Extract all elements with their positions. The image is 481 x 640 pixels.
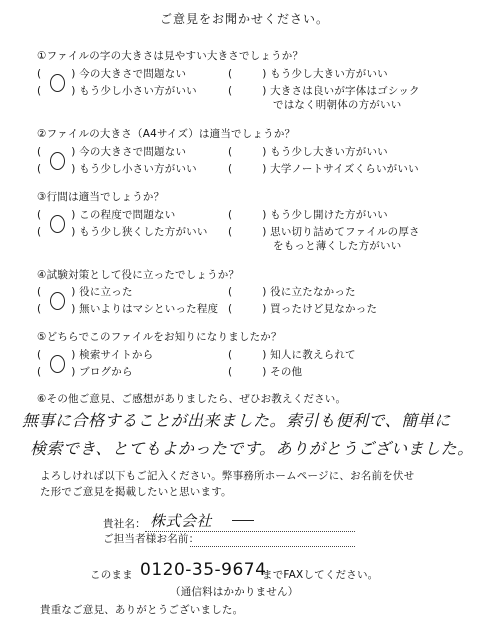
page-title: ご意見をお聞かせください。 — [160, 12, 330, 26]
q1-option-4-continued: ではなく明朝体の方がいい — [273, 99, 402, 111]
handwritten-comment-line-1: 無事に合格することが出来ました。索引も便利で、簡単に — [22, 411, 451, 430]
fee-note: （通信料はかかりません） — [170, 586, 299, 598]
q5-option-1[interactable]: ( ) 検索サイトから — [37, 349, 153, 362]
contact-name-field-line[interactable] — [190, 546, 355, 547]
company-field-line[interactable] — [145, 531, 355, 532]
optional-note-line-1: よろしければ以下もご記入ください。弊事務所ホームページに、お名前を伏せ — [40, 470, 415, 482]
question-4: ④試験対策として役に立ったでしょうか？ — [37, 269, 240, 281]
fax-suffix: までFAXしてください。 — [262, 569, 379, 581]
company-label: 貴社名： — [103, 518, 146, 530]
question-5: ⑤どちらでこのファイルをお知りになりましたか？ — [37, 331, 282, 343]
q5-option-3[interactable]: ( ) ブログから — [37, 366, 133, 378]
q2-option-1[interactable]: ( ) 今の大きさで問題ない — [37, 146, 186, 159]
q3-option-4-continued: をもっと薄くした方がいい — [273, 240, 402, 252]
q4-option-1[interactable]: ( ) 役に立った — [37, 286, 133, 299]
q1-option-3[interactable]: ( ) もう少し小さい方がいい — [37, 85, 197, 97]
handwritten-comment-line-2: 検索でき、とてもよかったです。ありがとうございました。 — [30, 439, 474, 458]
q3-option-1[interactable]: ( ) この程度で問題ない — [37, 209, 175, 222]
q4-option-2[interactable]: ( ) 役に立たなかった — [228, 286, 356, 298]
optional-note-line-2: た形でご意見を掲載したいと思います。 — [40, 486, 232, 498]
q3-option-2[interactable]: ( ) もう少し開けた方がいい — [228, 209, 388, 221]
contact-label: ご担当者様お名前： — [103, 533, 200, 545]
fax-prefix: このまま — [90, 569, 133, 581]
q1-option-2[interactable]: ( ) もう少し大きい方がいい — [228, 68, 388, 80]
q4-option-4[interactable]: ( ) 買ったけど見なかった — [228, 303, 378, 315]
company-value: 株式会社 — [150, 512, 213, 530]
q2-option-3[interactable]: ( ) もう少し小さい方がいい — [37, 163, 197, 175]
thanks-message: 貴重なご意見、ありがとうございました。 — [40, 604, 244, 616]
question-2: ②ファイルの大きさ（A4サイズ）は適当でしょうか？ — [37, 128, 296, 140]
q3-option-3[interactable]: ( ) もう少し狭くした方がいい — [37, 226, 208, 238]
q5-option-2[interactable]: ( ) 知人に教えられて — [228, 349, 356, 361]
q4-option-3[interactable]: ( ) 無いよりはマシといった程度 — [37, 303, 219, 315]
q5-option-4[interactable]: ( ) その他 — [228, 366, 303, 378]
handwritten-dash — [232, 520, 254, 521]
fax-number: 0120-35-9674 — [140, 560, 267, 580]
question-3: ③行間は適当でしょうか？ — [37, 191, 165, 203]
q1-option-1[interactable]: ( ) 今の大きさで問題ない — [37, 68, 186, 81]
question-6: ⑥その他ご意見、ご感想がありましたら、ぜひお教えください。 — [37, 393, 347, 405]
q3-option-4[interactable]: ( ) 思い切り詰めてファイルの厚さ — [228, 226, 420, 238]
q2-option-2[interactable]: ( ) もう少し大きい方がいい — [228, 146, 388, 158]
q1-option-4[interactable]: ( ) 大きさは良いが字体はゴシック — [228, 85, 420, 97]
question-1: ①ファイルの字の大きさは見やすい大きさでしょうか？ — [37, 50, 304, 62]
q2-option-4[interactable]: ( ) 大学ノートサイズくらいがいい — [228, 163, 419, 175]
